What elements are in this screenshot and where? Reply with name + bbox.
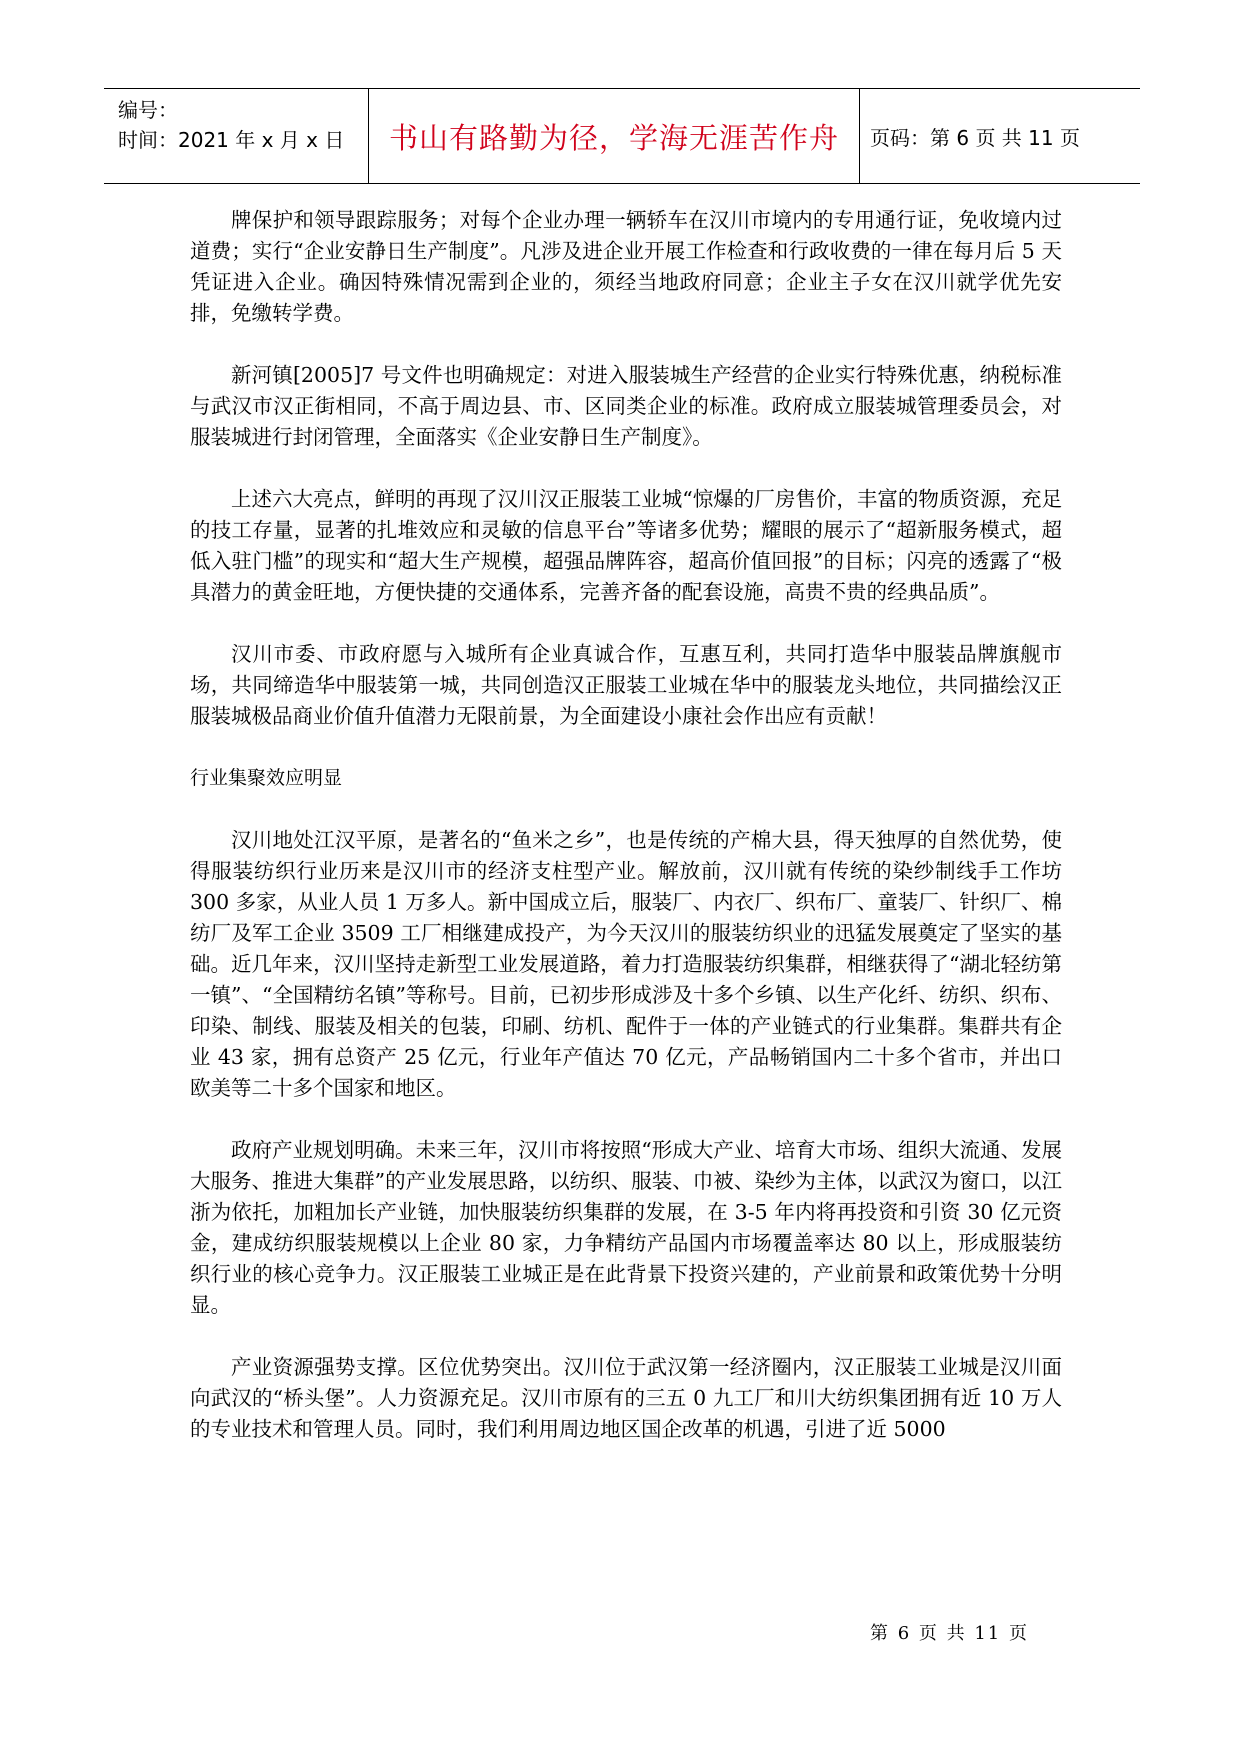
document-time-label: 时间：2021 年 x 月 x 日 — [118, 128, 345, 152]
body-paragraph: 牌保护和领导跟踪服务；对每个企业办理一辆轿车在汉川市境内的专用通行证，免收境内过道费；实行“企业安静日生产制度”。凡涉及进企业开展工作检查和行政收费的一律在每月后 5 天凭证进入企业。确因特殊情况需到企业的，须经当地政府同意；企业主子女在汉川就学优先安排，免缴转学费。 — [190, 208, 1062, 325]
header-motto: 书山有路勤为径，学海无涯苦作舟 — [388, 120, 839, 155]
body-paragraph: 汉川地处江汉平原，是著名的“鱼米之乡”，也是传统的产棉大县，得天独厚的自然优势，使得服装纺织行业历来是汉川市的经济支柱型产业。解放前，汉川就有传统的染纱制线手工作坊 300 多家，从业人员 1 万多人。新中国成立后，服装厂、内衣厂、织布厂、童装厂、针织厂、棉纺厂及军工企业 3509 工厂相继建成投产，为今天汉川的服装纺织业的迅猛发展奠定了坚实的基础。近几年来，汉川坚持走新型工业发展道路，着力打造服装纺织集群，相继获得了“湖北轻纺第一镇”、“全国精纺名镇”等称号。目前，已初步形成涉及十多个乡镇、以生产化纤、纺织、织布、印染、制线、服装及相关的包装，印刷、纺机、配件于一体的产业链式的行业集群。集群共有企业 43 家，拥有总资产 25 亿元，行业年产值达 70 亿元，产品畅销国内二十多个省市，并出口欧美等二十多个国家和地区。 — [190, 828, 1062, 1100]
body-paragraph: 上述六大亮点，鲜明的再现了汉川汉正服装工业城“惊爆的厂房售价，丰富的物质资源，充足的技工存量，显著的扎堆效应和灵敏的信息平台”等诸多优势；耀眼的展示了“超新服务模式，超低入驻门槛”的现实和“超大生产规模，超强品牌阵容，超高价值回报”的目标；闪亮的透露了“极具潜力的黄金旺地，方便快捷的交通体系，完善齐备的配套设施，高贵不贵的经典品质”。 — [190, 487, 1062, 604]
body-paragraph: 汉川市委、市政府愿与入城所有企业真诚合作，互惠互利，共同打造华中服装品牌旗舰市场，共同缔造华中服装第一城，共同创造汉正服装工业城在华中的服装龙头地位，共同描绘汉正服装城极品商业价值升值潜力无限前景，为全面建设小康社会作出应有贡献！ — [190, 642, 1062, 728]
section-heading: 行业集聚效应明显 — [190, 767, 343, 789]
body-paragraph: 新河镇[2005]7 号文件也明确规定：对进入服装城生产经营的企业实行特殊优惠，纳税标准与武汉市汉正街相同，不高于周边县、市、区同类企业的标准。政府成立服装城管理委员会，对服装城进行封闭管理，全面落实《企业安静日生产制度》。 — [190, 363, 1062, 449]
document-number-label: 编号： — [118, 98, 178, 122]
body-paragraph: 政府产业规划明确。未来三年，汉川市将按照“形成大产业、培育大市场、组织大流通、发展大服务、推进大集群”的产业发展思路，以纺织、服装、巾被、染纱为主体，以武汉为窗口，以江浙为依托，加粗加长产业链，加快服装纺织集群的发展，在 3-5 年内将再投资和引资 30 亿元资金，建成纺织服装规模以上企业 80 家，力争精纺产品国内市场覆盖率达 80 以上，形成服装纺织行业的核心竞争力。汉正服装工业城正是在此背景下投资兴建的，产业前景和政策优势十分明显。 — [190, 1138, 1062, 1317]
body-paragraph: 产业资源强势支撑。区位优势突出。汉川位于武汉第一经济圈内，汉正服装工业城是汉川面向武汉的“桥头堡”。人力资源充足。汉川市原有的三五 0 九工厂和川大纺织集团拥有近 10 万人的专业技术和管理人员。同时，我们利用周边地区国企改革的机遇，引进了近 5000 — [190, 1355, 1062, 1441]
header-divider — [859, 89, 860, 183]
header-page-label: 页码：第 6 页 共 11 页 — [870, 125, 1080, 150]
document-body — [190, 205, 1062, 1476]
header-left-cell — [118, 95, 358, 155]
page-footer-number: 第 6 页 共 11 页 — [870, 1623, 1029, 1644]
page-header — [104, 88, 1140, 184]
